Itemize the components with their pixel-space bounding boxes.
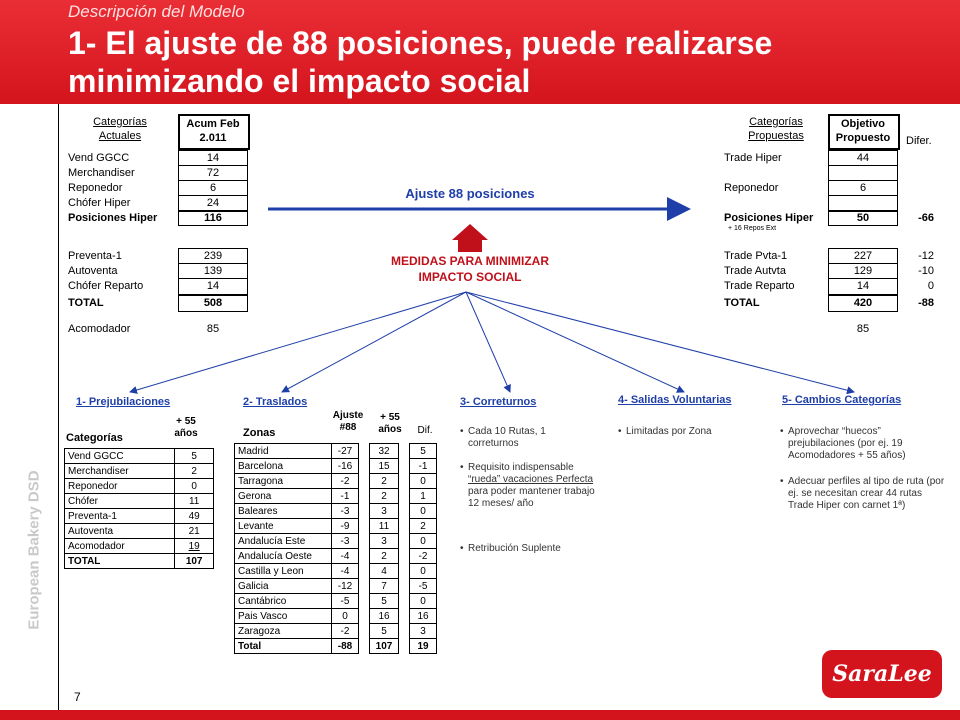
left-row-label: Autoventa — [68, 265, 118, 277]
left-row-label: Preventa-1 — [68, 250, 122, 262]
traslados-table — [234, 443, 437, 654]
left-row-label: TOTAL — [68, 297, 104, 309]
right-row-value: 6 — [859, 182, 867, 194]
prejub-cell: 2 — [175, 464, 214, 479]
tras-cell: 15 — [370, 459, 399, 474]
prejub-cell: 49 — [175, 509, 214, 524]
table-row — [235, 444, 437, 459]
medidas-line-2: IMPACTO SOCIAL — [418, 270, 522, 284]
right-row-value: 14 — [856, 280, 870, 292]
tras-cell: 2 — [370, 549, 399, 564]
left-row-label: Acomodador — [68, 323, 131, 335]
left-row-label: Posiciones Hiper — [68, 212, 158, 224]
left-cat-header-2: Actuales — [98, 130, 142, 142]
tras-cell: 7 — [370, 579, 399, 594]
left-row-value: 508 — [203, 297, 223, 309]
left-row-value: 139 — [203, 265, 223, 277]
left-row-value: 72 — [206, 167, 220, 179]
correturnos-bullet-3: • Retribución Suplente — [468, 543, 598, 555]
prejub-cell: Merchandiser — [65, 464, 175, 479]
tras-cell: Madrid — [235, 444, 332, 459]
prejub-col-header-2: años — [174, 428, 198, 439]
tras-cell: -2 — [332, 624, 359, 639]
tras-cell: -5 — [332, 594, 359, 609]
right-cat-header-2: Propuestas — [748, 130, 804, 142]
right-dif-header: Difer. — [906, 135, 932, 147]
tras-cell: Cantábrico — [235, 594, 332, 609]
right-row-dif: 0 — [927, 280, 934, 292]
prejub-cell: Reponedor — [65, 479, 175, 494]
medidas-line-1: MEDIDAS PARA MINIMIZAR — [391, 254, 549, 268]
ajuste-arrow-label: Ajuste 88 posiciones — [405, 186, 535, 201]
tras-cell: 2 — [370, 489, 399, 504]
cambios-bullet-2: • Adecuar perfiles al tipo de ruta (por ej. se necesitan crear 44 rutas Trade Hiper con carnet 1ª) — [788, 476, 948, 512]
right-row-dif: -12 — [918, 250, 934, 262]
tras-cell: 5 — [370, 594, 399, 609]
tras-cell: -1 — [410, 459, 437, 474]
right-row-value: 227 — [853, 250, 873, 262]
prejub-cell: Chófer — [65, 494, 175, 509]
table-row — [235, 534, 437, 549]
left-col-header-1: Acum Feb — [186, 118, 240, 130]
table-row — [235, 504, 437, 519]
up-arrow-icon — [452, 224, 488, 252]
tras-cell: Andalucía Oeste — [235, 549, 332, 564]
left-row-value: 14 — [206, 152, 220, 164]
header-subtitle: Descripción del Modelo — [68, 2, 245, 21]
tras-cell: Baleares — [235, 504, 332, 519]
right-row-dif: -66 — [918, 212, 934, 224]
table-row — [65, 449, 214, 464]
prejub-table — [64, 448, 214, 569]
right-row-label: Trade Hiper — [724, 152, 782, 164]
tras-cell: Gerona — [235, 489, 332, 504]
right-row-label: Posiciones Hiper — [724, 212, 814, 224]
tras-cell: 3 — [410, 624, 437, 639]
tras-cell: Levante — [235, 519, 332, 534]
tras-cell: -4 — [332, 564, 359, 579]
tras-cell: 5 — [410, 444, 437, 459]
correturnos-bullet-2 — [468, 462, 608, 510]
prejub-cell: Acomodador — [65, 539, 175, 554]
tras-cell: -5 — [410, 579, 437, 594]
right-note: + 16 Repos Ext — [728, 225, 777, 232]
table-row — [65, 554, 214, 569]
table-row — [235, 489, 437, 504]
table-row — [235, 459, 437, 474]
tras-cell: -12 — [332, 579, 359, 594]
tras-cell: -88 — [332, 639, 359, 654]
tras-cell: -2 — [332, 474, 359, 489]
prejub-cell: 107 — [175, 554, 214, 569]
branch-salidas: 4- Salidas Voluntarias — [618, 394, 732, 406]
tras-cell: -1 — [332, 489, 359, 504]
tras-cell: -2 — [410, 549, 437, 564]
tras-cell: 2 — [370, 474, 399, 489]
page-title: 1- El ajuste de 88 posiciones, puede realizarse minimizando el impacto social — [68, 25, 773, 99]
tras-zonas-header: Zonas — [243, 427, 276, 439]
left-row-value: 116 — [204, 212, 222, 224]
left-row-label: Chófer Hiper — [68, 197, 131, 209]
tras-ajuste-header-2: #88 — [339, 422, 357, 433]
right-cat-header-1: Categorías — [749, 116, 803, 128]
tras-cell: 0 — [410, 564, 437, 579]
table-row — [235, 594, 437, 609]
left-cat-header-1: Categorías — [93, 116, 147, 128]
prejub-cell: Preventa-1 — [65, 509, 175, 524]
tras-cell: -4 — [332, 549, 359, 564]
side-label-text: European Bakery DSD — [25, 470, 43, 630]
tras-cell: 16 — [370, 609, 399, 624]
tras-cell: 1 — [410, 489, 437, 504]
page-number: 7 — [74, 690, 81, 704]
tras-cell: Tarragona — [235, 474, 332, 489]
left-row-value: 14 — [206, 280, 220, 292]
right-row-value: 50 — [856, 212, 870, 224]
table-row — [235, 624, 437, 639]
right-row-dif: -10 — [918, 265, 934, 277]
tras-cell: 0 — [410, 594, 437, 609]
tras-cell: 5 — [370, 624, 399, 639]
right-row-value: 44 — [856, 152, 870, 164]
right-row-value: 85 — [856, 323, 870, 335]
prejub-cat-header: Categorías — [66, 432, 123, 444]
prejub-cell: 11 — [175, 494, 214, 509]
table-row — [235, 639, 437, 654]
tras-cell: 0 — [332, 609, 359, 624]
tras-cell: -3 — [332, 534, 359, 549]
branch-correturnos: 3- Correturnos — [460, 396, 537, 408]
table-row — [235, 564, 437, 579]
tras-cell: 19 — [410, 639, 437, 654]
correturnos-b2-link: “rueda” vacaciones Perfecta — [468, 474, 594, 485]
left-row-value: 6 — [209, 182, 217, 194]
correturnos-b2-post: para poder mantener trabajo 12 meses/ año — [468, 486, 595, 509]
tras-cell: 107 — [370, 639, 399, 654]
correturnos-bullet-1: • Cada 10 Rutas, 1 correturnos — [468, 426, 598, 450]
branch-prejubilaciones: 1- Prejubilaciones — [76, 396, 171, 408]
table-row — [65, 479, 214, 494]
tras-cell: Castilla y Leon — [235, 564, 332, 579]
tras-anos-header-1: + 55 — [380, 412, 400, 423]
prejub-col-header-1: + 55 — [176, 416, 196, 427]
left-row-value: 24 — [206, 197, 220, 209]
tras-cell: Zaragoza — [235, 624, 332, 639]
tras-cell: -3 — [332, 504, 359, 519]
logo-text: SaraLee — [832, 661, 932, 687]
left-col-header-2: 2.011 — [199, 132, 227, 144]
table-row — [235, 549, 437, 564]
tras-cell: -16 — [332, 459, 359, 474]
right-row-label: Trade Autvta — [724, 265, 786, 277]
tras-cell: Pais Vasco — [235, 609, 332, 624]
prejub-cell: TOTAL — [65, 554, 175, 569]
table-row — [65, 509, 214, 524]
table-row — [65, 524, 214, 539]
table-row — [235, 609, 437, 624]
cambios-bullet-1: • Aprovechar “huecos” prejubilaciones (por ej. 19 Acomodadores + 55 años) — [788, 426, 948, 462]
tras-anos-header-2: años — [378, 424, 402, 435]
left-row-label: Reponedor — [68, 182, 123, 194]
right-col-header-2: Propuesto — [835, 132, 891, 144]
tras-cell: Barcelona — [235, 459, 332, 474]
prejub-cell: 19 — [175, 539, 214, 554]
right-row-label: TOTAL — [724, 297, 760, 309]
table-row — [235, 519, 437, 534]
tras-cell: Galicia — [235, 579, 332, 594]
correturnos-b2-pre: Requisito indispensable — [468, 462, 574, 473]
prejub-cell: 21 — [175, 524, 214, 539]
right-row-value: 420 — [853, 297, 873, 309]
tras-cell: -9 — [332, 519, 359, 534]
tras-ajuste-header-1: Ajuste — [332, 410, 364, 421]
branch-traslados: 2- Traslados — [243, 396, 308, 408]
table-row — [235, 474, 437, 489]
right-row-label: Trade Pvta-1 — [724, 250, 788, 262]
right-row-label: Reponedor — [724, 182, 779, 194]
prejub-cell: 5 — [175, 449, 214, 464]
tras-cell: 0 — [410, 504, 437, 519]
branch-cambios: 5- Cambios Categorías — [782, 394, 902, 406]
tras-cell: Andalucía Este — [235, 534, 332, 549]
tras-cell: 32 — [370, 444, 399, 459]
prejub-cell: Vend GGCC — [65, 449, 175, 464]
left-row-value: 85 — [206, 323, 220, 335]
table-row — [65, 494, 214, 509]
tras-cell: -27 — [332, 444, 359, 459]
right-col-header-1: Objetivo — [840, 118, 885, 130]
tras-cell: 4 — [370, 564, 399, 579]
left-row-value: 239 — [203, 250, 223, 262]
tras-dif-header: Dif. — [417, 425, 433, 436]
tras-cell: 3 — [370, 504, 399, 519]
tras-cell: 3 — [370, 534, 399, 549]
left-row-label: Chófer Reparto — [68, 280, 144, 292]
table-row — [235, 579, 437, 594]
right-row-value: 129 — [853, 265, 873, 277]
prejub-cell: Autoventa — [65, 524, 175, 539]
tras-cell: Total — [235, 639, 332, 654]
table-row — [65, 464, 214, 479]
tras-cell: 0 — [410, 534, 437, 549]
tras-cell: 2 — [410, 519, 437, 534]
salidas-bullet-1: • Limitadas por Zona — [626, 426, 756, 438]
tras-cell: 0 — [410, 474, 437, 489]
tras-cell: 11 — [370, 519, 399, 534]
right-row-dif: -88 — [918, 297, 934, 309]
right-row-label: Trade Reparto — [724, 280, 795, 292]
tras-cell: 16 — [410, 609, 437, 624]
table-row — [65, 539, 214, 554]
left-row-label: Merchandiser — [68, 167, 135, 179]
left-row-label: Vend GGCC — [68, 152, 130, 164]
prejub-cell: 0 — [175, 479, 214, 494]
